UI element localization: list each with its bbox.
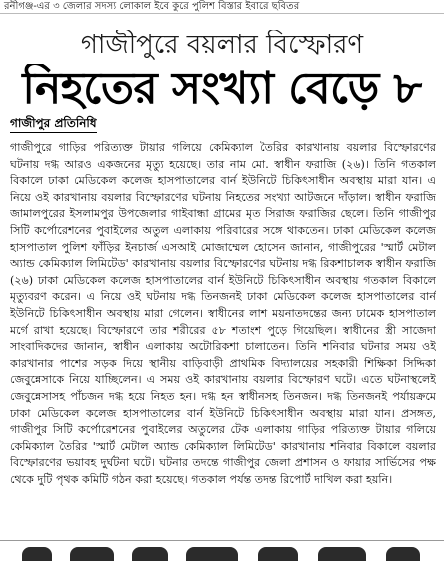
next-headline-fragment	[186, 547, 238, 561]
next-headline-fragment	[22, 547, 52, 561]
next-article-strip	[0, 540, 444, 561]
article-body	[10, 140, 436, 532]
next-headline-fragment	[70, 547, 114, 561]
next-headline-fragment	[258, 547, 298, 561]
article-kicker: গাজীপুরে বয়লার বিস্ফোরণ	[80, 30, 364, 60]
article-paragraph: গাজীপুরে গাড়ির পরিত্যক্ত টায়ার গলিয়ে কেমিক্যাল তৈরির কারখানায় বয়লার বিস্ফোরণের ঘটনায় দগ্ধ আরও একজনের মৃত্যু হয়েছে। তার নাম মো. স্বাধীন ফরাজি (২৬)। তিনি গতকাল বিকালে ঢাকা মেডিকেল কলেজ হাসপাতালের বার্ন ইউনিটে চিকিৎসাধীন অবস্থায় মারা যান। এ নিয়ে ওই কারখানায় বয়লার বিস্ফোরণের ঘটনায় নিহতের সংখ্যা আটজনে দাঁড়াল। স্বাধীন ফরাজি জামালপুরের ইসলামপুর উপজেলার গাইবান্ধা গ্রামের মৃত সিরাজ ফরাজির ছেলে। তিনি গাজীপুর সিটি কর্পোরেশনের পুবাইলের অতুল এলাকায় পরিবারের সঙ্গে থাকতেন। ঢাকা মেডিকেল কলেজ হাসপাতাল পুলিশ ফাঁড়ির ইনচার্জ এসআই মোজাম্মেল হোসেন জানান, গাজীপুরের 'স্মার্ট মেটাল অ্যান্ড কেমিক্যাল লিমিটেড' কারখানায় বয়লার বিস্ফোরণের ঘটনায় দগ্ধ রিকশাচালক স্বাধীন ফরাজি (২৬) ঢাকা মেডিকেল কলেজ হাসপাতালের বার্ন ইউনিটে চিকিৎসাধীন অবস্থায় গতকাল বিকালে মৃত্যুবরণ করেন। এ নিয়ে ওই ঘটনায় দগ্ধ তিনজনই ঢাকা মেডিকেল কলেজ হাসপাতালের বার্ন ইউনিটে চিকিৎসাধীন অবস্থায় মারা গেলেন। স্বাধীনের লাশ ময়নাতদন্তের জন্য ঢামেক হাসপাতাল মর্গে রাখা হয়েছে। বিস্ফোরণে তার শরীরের ৫৮ শতাংশ পুড়ে গিয়েছিল। স্বাধীনের স্ত্রী সাজেদা সাংবাদিকদের জানান, স্বাধীন এলাকায় অটোরিকশা চালাতেন। তিনি শনিবার ঘটনার সময় ওই কারখানার পাশের সড়ক দিয়ে স্থানীয় বাড়িবাড়ী প্রাথমিক বিদ্যালয়ের সহকারী শিক্ষিকা সিদ্দিকা জেবুন্নেসাকে নিয়ে যাচ্ছিলেন। এ সময় ওই কারখানায় বয়লার বিস্ফোরণ ঘটে। এতে ঘটনাস্থলেই জেবুন্নেসাসহ পাঁচজন দগ্ধ হয়ে নিহত হন। দগ্ধ হন স্বাধীনসহ তিনজন। দগ্ধ তিনজনই পর্যায়ক্রমে ঢাকা মেডিকেল কলেজ হাসপাতালের বার্ন ইউনিটে চিকিৎসাধীন অবস্থায় মারা যান। প্রসঙ্গত, গাজীপুর সিটি কর্পোরেশনের পুবাইলের অতুলের টেক এলাকায় গাড়ির পরিত্যক্ত টায়ার গলিয়ে কেমিক্যাল তৈরির 'স্মার্ট মেটাল অ্যান্ড কেমিক্যাল লিমিটেড' কারখানায় শনিবার বিকালে বয়লার বিস্ফোরণের ভয়াবহ দুর্ঘটনা ঘটে। ঘটনার তদন্তে গাজীপুর জেলা প্রশাসন ও ফায়ার সার্ভিসের পক্ষ থেকে দুটি পৃথক কমিটি গঠন করা হয়েছে। গতকাল পর্যন্ত তদন্ত রিপোর্ট দাখিল করা হয়নি।	[10, 141, 436, 486]
article-headline: নিহতের সংখ্যা বেড়ে ৮	[22, 64, 422, 114]
previous-article-strip: রনীগঞ্জ-এর ৩ জেলার সদস্য লোকাল ইবে কুরে পুলিশ বিস্তার ইবারে ছবিতর	[0, 0, 444, 14]
next-headline-fragment	[386, 547, 420, 561]
article-byline: গাজীপুর প্রতিনিধি	[10, 114, 97, 133]
next-headline-fragment	[318, 547, 366, 561]
next-headline-fragment	[132, 547, 168, 561]
